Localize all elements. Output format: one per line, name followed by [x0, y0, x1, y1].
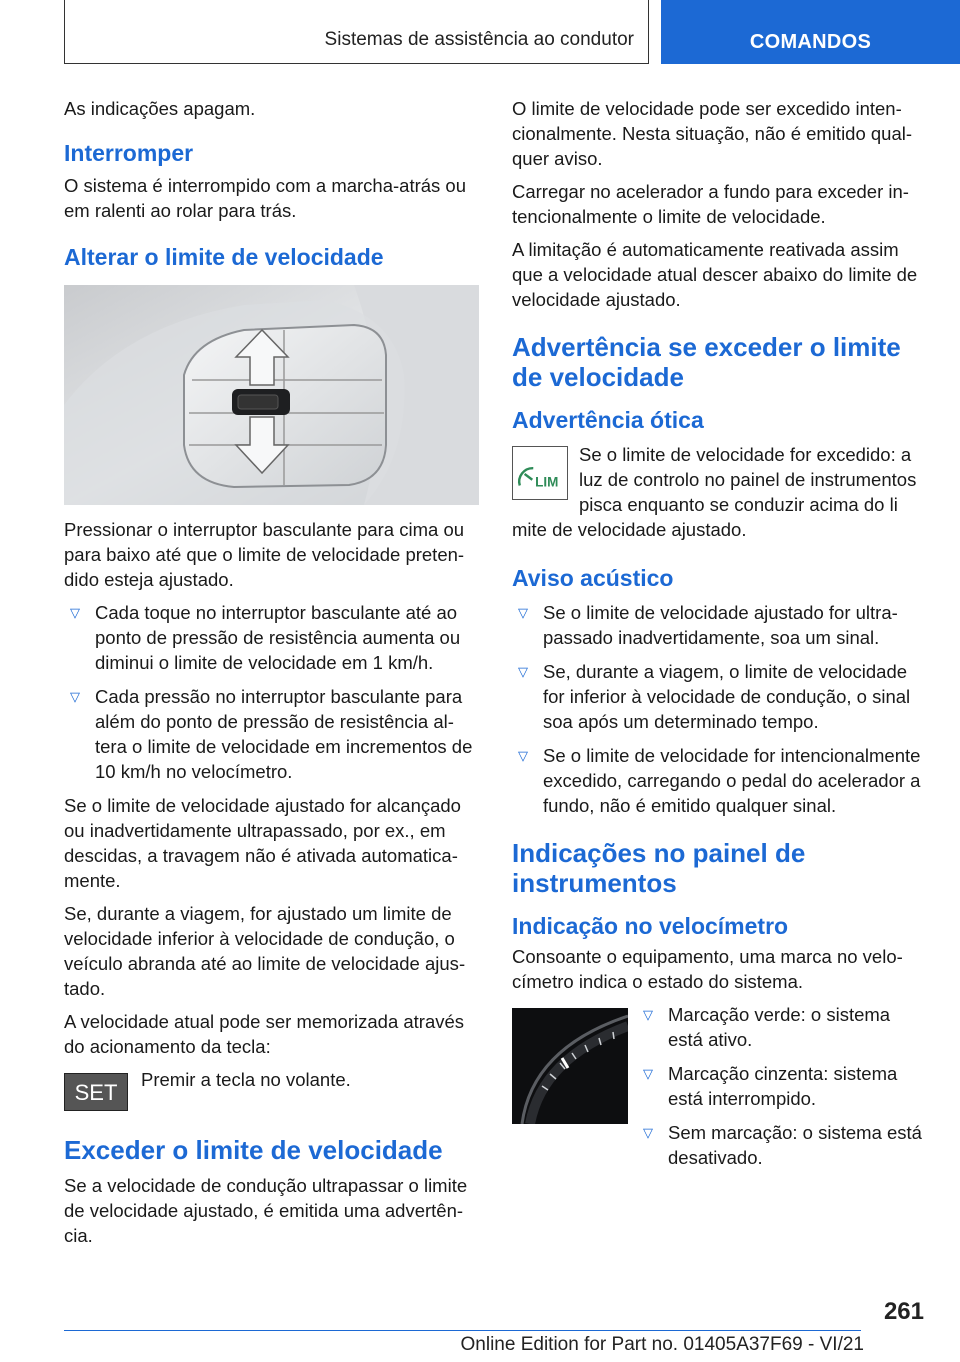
paragraph-indicacoes: As indicações apagam.	[64, 98, 256, 119]
triangle-bullet-icon: ▽	[643, 1066, 653, 1081]
heading-advertencia-otica: Advertência ótica	[512, 407, 704, 433]
speed-limit-lim-icon	[512, 446, 568, 500]
header-section-title: Sistemas de assistência ao condutor	[324, 29, 634, 50]
increment-list	[64, 600, 479, 784]
heading-indicacao-velocimetro: Indicação no velocímetro	[512, 913, 789, 939]
speedometer-mark-image	[512, 1008, 628, 1124]
lim-warning-block	[512, 442, 927, 542]
otica-tail: mite de velocidade ajustado.	[512, 519, 747, 540]
otica-line: pisca enquanto se conduzir acima do li	[579, 494, 898, 515]
list-item: ▽ Se o limite de velocidade ajustado for ultrapassado inadvertidamente, soa um sinal.	[518, 602, 898, 648]
right-column	[512, 96, 927, 1179]
list-item: ▽ Marcação verde: o sistema está ativo.	[643, 1004, 891, 1050]
list-item: ▽ Marcação cinzenta: sistema está interrompido.	[643, 1063, 898, 1109]
triangle-bullet-icon: ▽	[70, 605, 80, 620]
triangle-bullet-icon: ▽	[518, 748, 528, 763]
paragraph-alcancado: Se o limite de velocidade ajustado for alcançado ou inadvertidamente ultrapassado, por ex., em descidas, a travagem não é ativada automaticamente.	[64, 795, 461, 891]
heading-indicacoes-painel: Indicações no painel de instrumentos	[512, 838, 806, 898]
marcacao-list	[637, 1002, 927, 1170]
list-item: ▽ Cada toque no interruptor basculante até ao ponto de pressão de resistência aumenta ou diminui o limite de velocidade em 1 km/h.	[70, 602, 461, 673]
list-item: ▽ Sem marcação: o sistema está desativado.	[643, 1122, 922, 1168]
footer-edition: Online Edition for Part no. 01405A37F69 - VI/21	[460, 1334, 864, 1355]
triangle-bullet-icon: ▽	[518, 664, 528, 679]
paragraph-memorizada: A velocidade atual pode ser memorizada através do acionamento da tecla:	[64, 1011, 465, 1057]
steering-wheel-switch-image	[64, 285, 479, 505]
header-section-box	[64, 0, 649, 64]
heading-aviso-acustico: Aviso acústico	[512, 565, 674, 591]
list-item: ▽ Cada pressão no interruptor basculante para além do ponto de pressão de resistência altera o limite de velocidade em incrementos de 10 km/h no velocímetro.	[70, 686, 473, 782]
otica-line: Se o limite de velocidade for excedido: a	[579, 444, 912, 465]
list-item: ▽ Se, durante a viagem, o limite de velocidade for inferior à velocidade de condução, o sinal soa após um determinado tempo.	[518, 661, 911, 732]
paragraph-exceder: Se a velocidade de condução ultrapassar o limite de velocidade ajustado, é emitida uma advertência.	[64, 1175, 468, 1246]
paragraph-inferior: Se, durante a viagem, for ajustado um limite de velocidade inferior à velocidade de condução, o veículo abranda até ao limite de velocidade ajustado.	[64, 903, 466, 999]
heading-advertencia: Advertência se exceder o limite de velocidade	[512, 332, 901, 392]
svg-text:LIM: LIM	[535, 474, 559, 490]
acustico-list	[512, 600, 927, 818]
footer-divider	[64, 1330, 861, 1331]
paragraph-premir: Premir a tecla no volante.	[141, 1069, 351, 1090]
set-key-row	[64, 1067, 479, 1117]
triangle-bullet-icon: ▽	[518, 605, 528, 620]
otica-line: luz de controlo no painel de instrumentos	[579, 469, 917, 490]
triangle-bullet-icon: ▽	[643, 1007, 653, 1022]
left-column	[64, 96, 479, 1256]
page-number: 261	[883, 1298, 924, 1325]
paragraph-consoante: Consoante o equipamento, uma marca no velocímetro indica o estado do sistema.	[512, 946, 903, 992]
triangle-bullet-icon: ▽	[70, 689, 80, 704]
paragraph-reativada: A limitação é automaticamente reativada assim que a velocidade atual descer abaixo do limite de velocidade ajustado.	[512, 239, 918, 310]
heading-exceder: Exceder o limite de velocidade	[64, 1135, 443, 1165]
paragraph-pressionar: Pressionar o interruptor basculante para cima ou para baixo até que o limite de velocidade pretendido esteja ajustado.	[64, 519, 465, 590]
heading-alterar-limite: Alterar o limite de velocidade	[64, 244, 384, 270]
set-key-icon: SET	[64, 1073, 128, 1111]
paragraph-carregar: Carregar no acelerador a fundo para exceder intencionalmente o limite de velocidade.	[512, 181, 909, 227]
chapter-tab-label: COMANDOS	[749, 31, 872, 53]
triangle-bullet-icon: ▽	[643, 1125, 653, 1140]
paragraph-excedido: O limite de velocidade pode ser excedido intencionalmente. Nesta situação, não é emitido qualquer aviso.	[512, 98, 913, 169]
paragraph-interromper: O sistema é interrompido com a marcha-atrás ou em ralenti ao rolar para trás.	[64, 175, 467, 221]
list-item: ▽ Se o limite de velocidade for intencionalmente excedido, carregando o pedal do acelerador a fundo, não é emitido qualquer sinal.	[518, 745, 921, 816]
speedometer-block	[512, 1002, 927, 1170]
heading-interromper: Interromper	[64, 140, 194, 166]
header-chapter-tab	[661, 0, 960, 64]
